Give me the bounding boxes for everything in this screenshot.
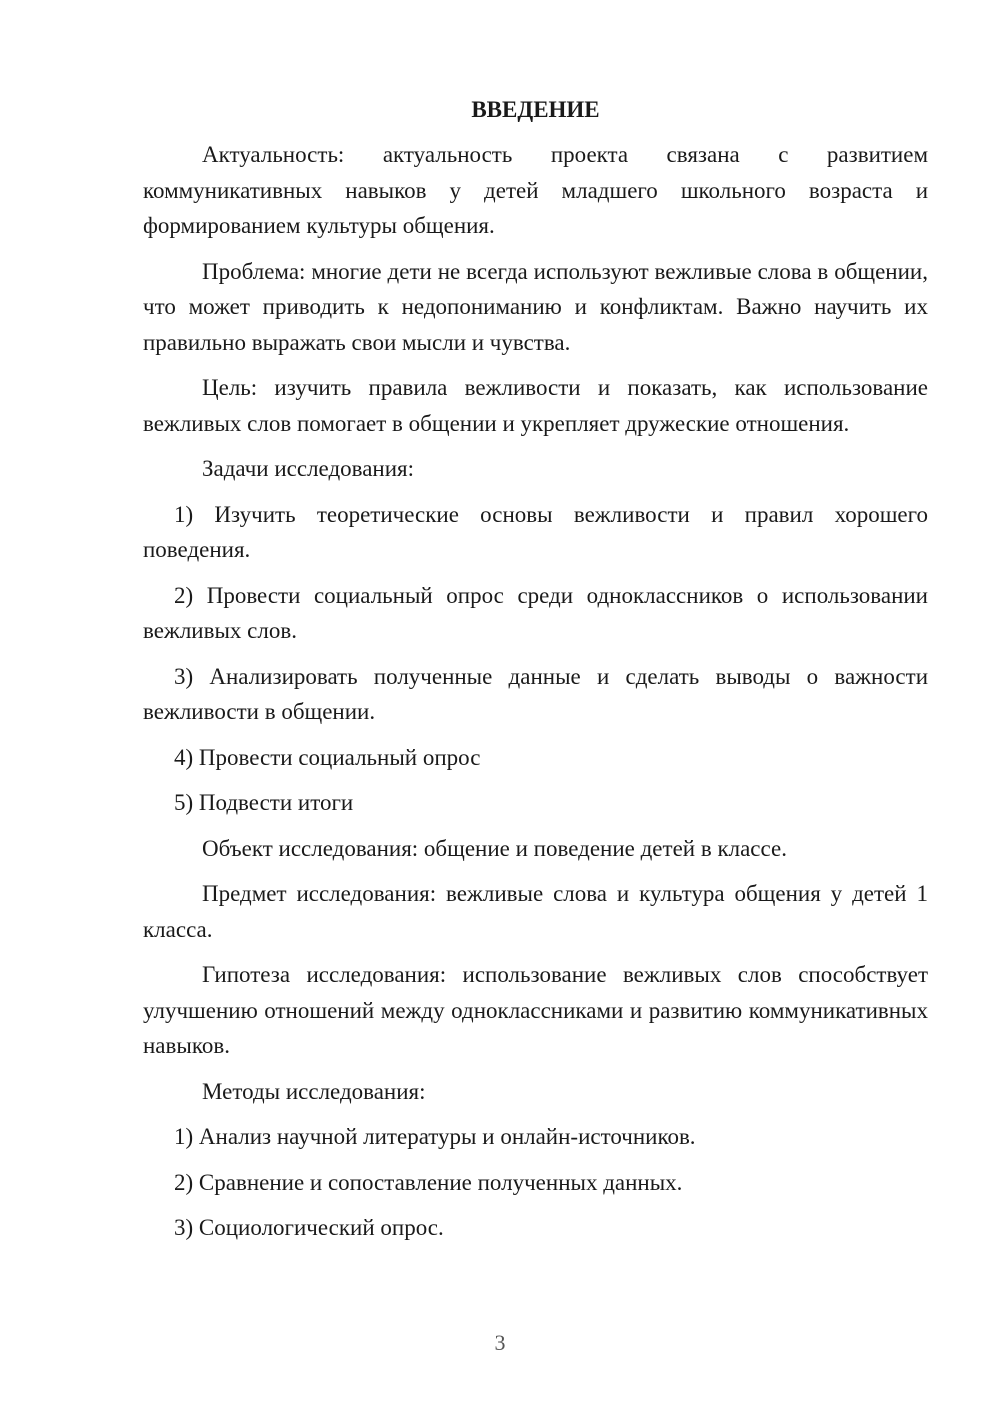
page-title: ВВЕДЕНИЕ xyxy=(471,97,600,122)
object-paragraph: Объект исследования: общение и поведение детей в классе. xyxy=(202,835,787,861)
hypothesis-paragraph: Гипотеза исследования: использование вежливых слов способствует улучшению отношений между одноклассниками и развитию коммуникативных навыков. xyxy=(143,962,928,1058)
task-item-4: 4) Провести социальный опрос xyxy=(174,744,481,770)
tasks-heading: Задачи исследования: xyxy=(202,456,415,481)
method-item-2: 2) Сравнение и сопоставление полученных данных. xyxy=(174,1169,683,1195)
task-item-2: 2) Провести социальный опрос среди одноклассников о использовании вежливых слов. xyxy=(143,582,928,643)
method-item-1: 1) Анализ научной литературы и онлайн-источников. xyxy=(174,1124,696,1149)
task-item-1: 1) Изучить теоретические основы вежливости и правил хорошего поведения. xyxy=(143,501,928,562)
page-number: 3 xyxy=(494,1330,506,1355)
problem-paragraph: Проблема: многие дети не всегда используют вежливые слова в общении, что может приводить к недопониманию и конфликтам. Важно научить их правильно выражать свои мысли и чувства. xyxy=(143,258,928,355)
goal-paragraph: Цель: изучить правила вежливости и показать, как использование вежливых слов помогает в общении и укрепляет дружеские отношения. xyxy=(143,375,928,436)
relevance-paragraph: Актуальность: актуальность проекта связана с развитием коммуникативных навыков у детей младшего школьного возраста и формированием культуры общения. xyxy=(143,142,928,238)
document-page xyxy=(143,92,928,1256)
subject-paragraph: Предмет исследования: вежливые слова и культура общения у детей 1 класса. xyxy=(143,881,928,942)
task-item-3: 3) Анализировать полученные данные и сделать выводы о важности вежливости в общении. xyxy=(143,663,928,724)
method-item-3: 3) Социологический опрос. xyxy=(174,1215,444,1240)
task-item-5: 5) Подвести итоги xyxy=(174,790,354,815)
methods-heading: Методы исследования: xyxy=(202,1078,426,1104)
